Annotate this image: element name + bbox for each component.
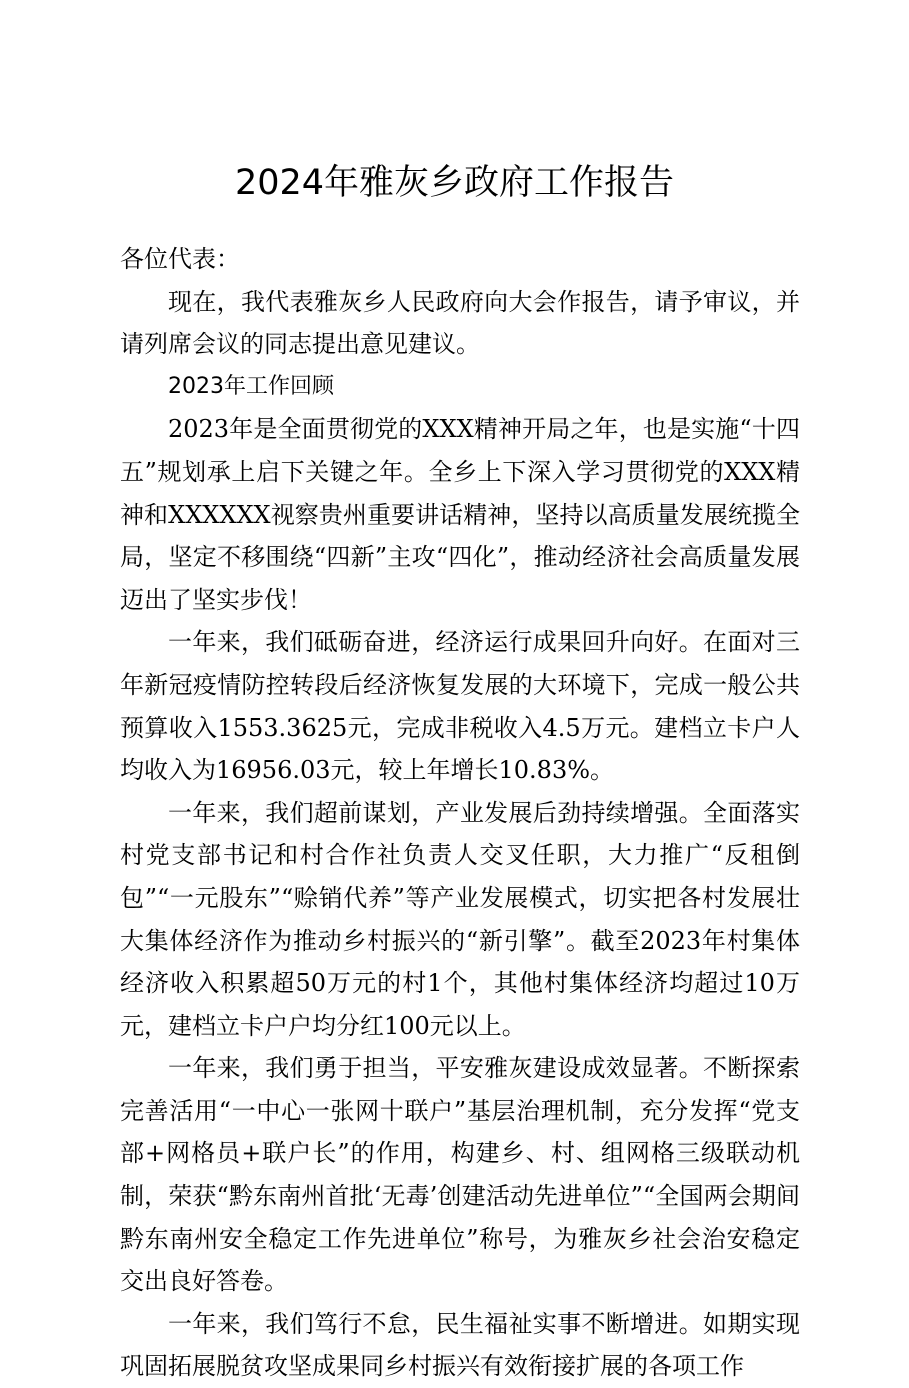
intro-paragraph: 现在，我代表雅灰乡人民政府向大会作报告，请予审议，并请列席会议的同志提出意见建议。	[120, 287, 800, 359]
paragraph-4: 一年来，我们勇于担当，平安雅灰建设成效显著。不断探索完善活用“一中心一张网十联户”基层治理机制，充分发挥“党支部+网格员+联户长”的作用，构建乡、村、组网格三级联动机制，荣获“黔东南州首批‘无毒’创建活动先进单位”“全国两会期间黔东南州安全稳定工作先进单位”称号，为雅灰乡社会治安稳定交出良好答卷。	[120, 1054, 800, 1296]
section-heading: 2023年工作回顾	[168, 373, 334, 399]
paragraph-1: 2023年是全面贯彻党的XXX精神开局之年，也是实施“十四五”规划承上启下关键之年。全乡上下深入学习贯彻党的XXX精神和XXXXXX视察贵州重要讲话精神，坚持以高质量发展统揽全局，坚定不移围绕“四新”主攻“四化”，推动经济社会高质量发展迈出了坚实步伐！	[120, 415, 800, 614]
document-title: 2024年雅灰乡政府工作报告	[234, 163, 675, 203]
salutation: 各位代表：	[120, 245, 240, 273]
paragraph-3: 一年来，我们超前谋划，产业发展后劲持续增强。全面落实村党支部书记和村合作社负责人交叉任职，大力推广“反租倒包”“一元股东”“赊销代养”等产业发展模式，切实把各村发展壮大集体经济作为推动乡村振兴的“新引擎”。截至2023年村集体经济收入积累超50万元的村1个，其他村集体经济均超过10万元，建档立卡户户均分红100元以上。	[120, 798, 800, 1040]
paragraph-5: 一年来，我们笃行不怠，民生福祉实事不断增进。如期实现巩固拓展脱贫攻坚成果同乡村振兴有效衔接扩展的各项工作	[120, 1309, 800, 1381]
paragraph-2: 一年来，我们砥砺奋进，经济运行成果回升向好。在面对三年新冠疫情防控转段后经济恢复发展的大环境下，完成一般公共预算收入1553.3625元，完成非税收入4.5万元。建档立卡户人均收入为16956.03元，较上年增长10.83%。	[120, 628, 800, 785]
document-body	[120, 238, 800, 1388]
